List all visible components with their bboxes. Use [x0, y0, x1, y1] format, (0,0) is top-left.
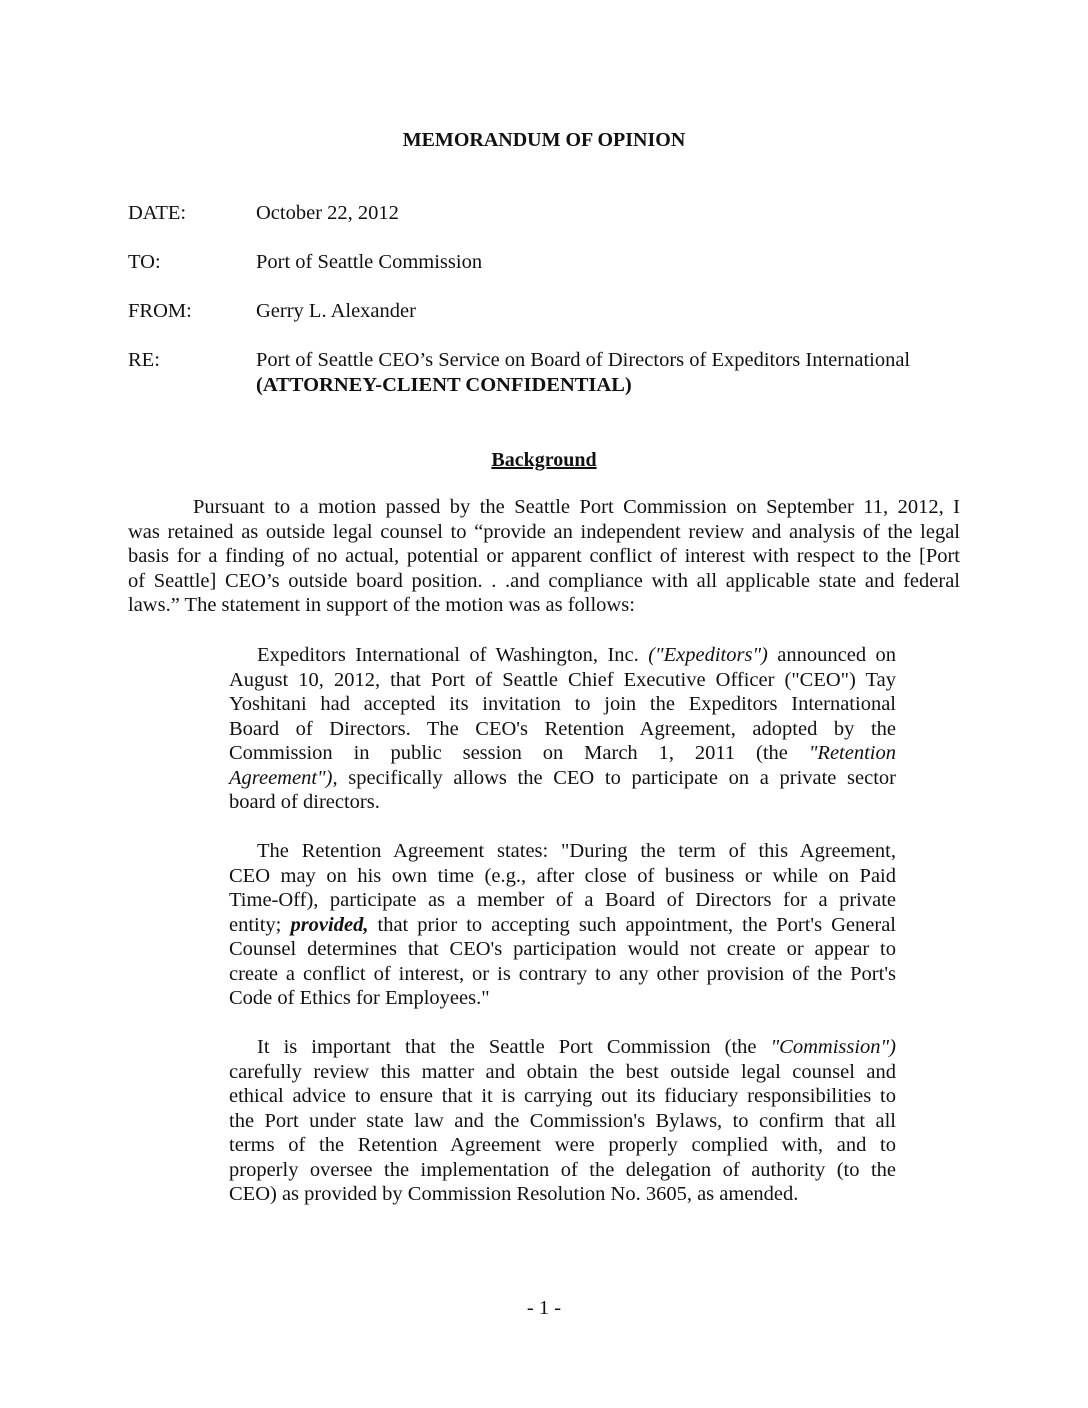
line-text [229, 1060, 896, 1085]
line-text [229, 1158, 896, 1183]
text-run: It is important that the Seattle Port Commission (the [257, 1036, 771, 1058]
text-run: board of directors. [229, 791, 380, 813]
quote-paragraph-3 [229, 1035, 896, 1207]
paragraph-line [229, 790, 896, 815]
text-run: that prior to accepting such appointment, the Port's General [368, 913, 897, 936]
paragraph-line [229, 643, 896, 668]
line-text [229, 1133, 896, 1158]
line-text [229, 741, 896, 766]
line-text [257, 643, 896, 668]
emphasized-term: provided, [290, 913, 369, 936]
text-run: Commission in public session on March 1, 2011 (the [229, 742, 809, 764]
text-run: ethical advice to ensure that it is carrying out its fiduciary responsibilities to [229, 1085, 896, 1107]
text-run: specifically allows the CEO to participate on a private sector [337, 766, 896, 789]
line-text [229, 864, 896, 889]
paragraph-line [229, 717, 896, 742]
line-text [229, 1084, 896, 1109]
text-run: Board of Directors. The CEO's Retention Agreement, adopted by the [229, 717, 896, 740]
date-label: DATE: [128, 202, 187, 224]
line-text [229, 692, 896, 717]
text-run: properly oversee the implementation of the delegation of authority (to the [229, 1158, 896, 1181]
line-text [229, 1182, 896, 1207]
intro-paragraph [128, 495, 960, 618]
line-text [257, 1035, 896, 1060]
text-run: carefully review this matter and obtain the best outside legal counsel and [229, 1060, 896, 1083]
line-text [257, 839, 896, 864]
paragraph-line [229, 986, 896, 1011]
paragraph-line [229, 937, 896, 962]
line-text [229, 937, 896, 962]
to-label: TO: [128, 251, 161, 273]
paragraph-line [229, 1084, 896, 1109]
section-heading-background: Background [491, 449, 597, 471]
text-run: announced on [767, 644, 897, 666]
to-value: Port of Seattle Commission [256, 251, 483, 273]
italic-term: "Retention [808, 742, 896, 764]
italic-term: Agreement"), [229, 766, 338, 789]
text-run: Time-Off), participate as a member of a Board of Directors for a private [229, 889, 896, 911]
line-text [229, 717, 896, 742]
from-value: Gerry L. Alexander [256, 300, 416, 322]
paragraph-line [229, 1158, 896, 1183]
paragraph-line [229, 1060, 896, 1085]
paragraph-line [229, 1109, 896, 1134]
line-text [229, 790, 896, 815]
line-text [229, 986, 896, 1011]
re-label: RE: [128, 349, 160, 371]
text-run: Code of Ethics for Employees." [229, 987, 490, 1009]
line-text [229, 766, 896, 791]
paragraph-line [229, 913, 896, 938]
italic-term: "Commission") [770, 1036, 896, 1058]
line-text [128, 593, 960, 618]
line-text [229, 913, 896, 938]
page-number: - 1 - [526, 1297, 562, 1319]
text-run: basis for a finding of no actual, potential or apparent conflict of interest with respect to the [Port [128, 545, 960, 567]
line-text [229, 1109, 896, 1134]
text-run: The Retention Agreement states: "During the term of this Agreement, [257, 840, 896, 862]
from-label: FROM: [128, 300, 192, 322]
text-run: CEO) as provided by Commission Resolution No. 3605, as amended. [229, 1183, 799, 1205]
line-text [128, 520, 960, 545]
paragraph-line [128, 569, 960, 594]
paragraph-line [229, 692, 896, 717]
paragraph-line [229, 741, 896, 766]
text-run: Yoshitani had accepted its invitation to join the Expeditors International [229, 693, 896, 715]
memo-title: MEMORANDUM OF OPINION [402, 129, 686, 151]
paragraph-line [229, 839, 896, 864]
confidential-note: (ATTORNEY-CLIENT CONFIDENTIAL) [256, 374, 632, 396]
text-run: of Seattle] CEO’s outside board position. . .and compliance with all applicable state and federal [128, 569, 960, 592]
paragraph-line [128, 520, 960, 545]
text-run: Expeditors International of Washington, Inc. [257, 644, 649, 666]
quote-paragraph-2 [229, 839, 896, 1011]
paragraph-line [229, 1133, 896, 1158]
line-text [229, 962, 896, 987]
paragraph-line [128, 593, 960, 618]
line-text [128, 544, 960, 569]
line-text [229, 888, 896, 913]
paragraph-line [229, 668, 896, 693]
text-run: Pursuant to a motion passed by the Seattle Port Commission on September 11, 2012, I [193, 496, 960, 518]
re-value: Port of Seattle CEO’s Service on Board of Directors of Expeditors International [256, 349, 911, 371]
text-run: terms of the Retention Agreement were properly complied with, and to [229, 1134, 896, 1156]
text-run: entity; [229, 913, 291, 936]
paragraph-line [128, 495, 960, 520]
line-text [128, 569, 960, 594]
paragraph-line [229, 888, 896, 913]
quote-paragraph-1 [229, 643, 896, 815]
italic-term: ("Expeditors") [648, 644, 768, 666]
paragraph-line [229, 962, 896, 987]
text-run: create a conflict of interest, or is contrary to any other provision of the Port's [229, 962, 896, 985]
text-run: was retained as outside legal counsel to “provide an independent review and analysis of the legal [128, 520, 960, 543]
paragraph-line [229, 766, 896, 791]
paragraph-line [128, 544, 960, 569]
paragraph-line [229, 864, 896, 889]
text-run: CEO may on his own time (e.g., after close of business or while on Paid [229, 864, 896, 887]
text-run: the Port under state law and the Commission's Bylaws, to confirm that all [229, 1109, 896, 1132]
paragraph-line [229, 1182, 896, 1207]
text-run: Counsel determines that CEO's participation would not create or appear to [229, 938, 896, 960]
text-run: August 10, 2012, that Port of Seattle Chief Executive Officer ("CEO") Tay [229, 668, 896, 691]
line-text [193, 495, 960, 520]
date-value: October 22, 2012 [256, 202, 399, 224]
text-run: laws.” The statement in support of the motion was as follows: [128, 594, 635, 616]
paragraph-line [229, 1035, 896, 1060]
line-text [229, 668, 896, 693]
